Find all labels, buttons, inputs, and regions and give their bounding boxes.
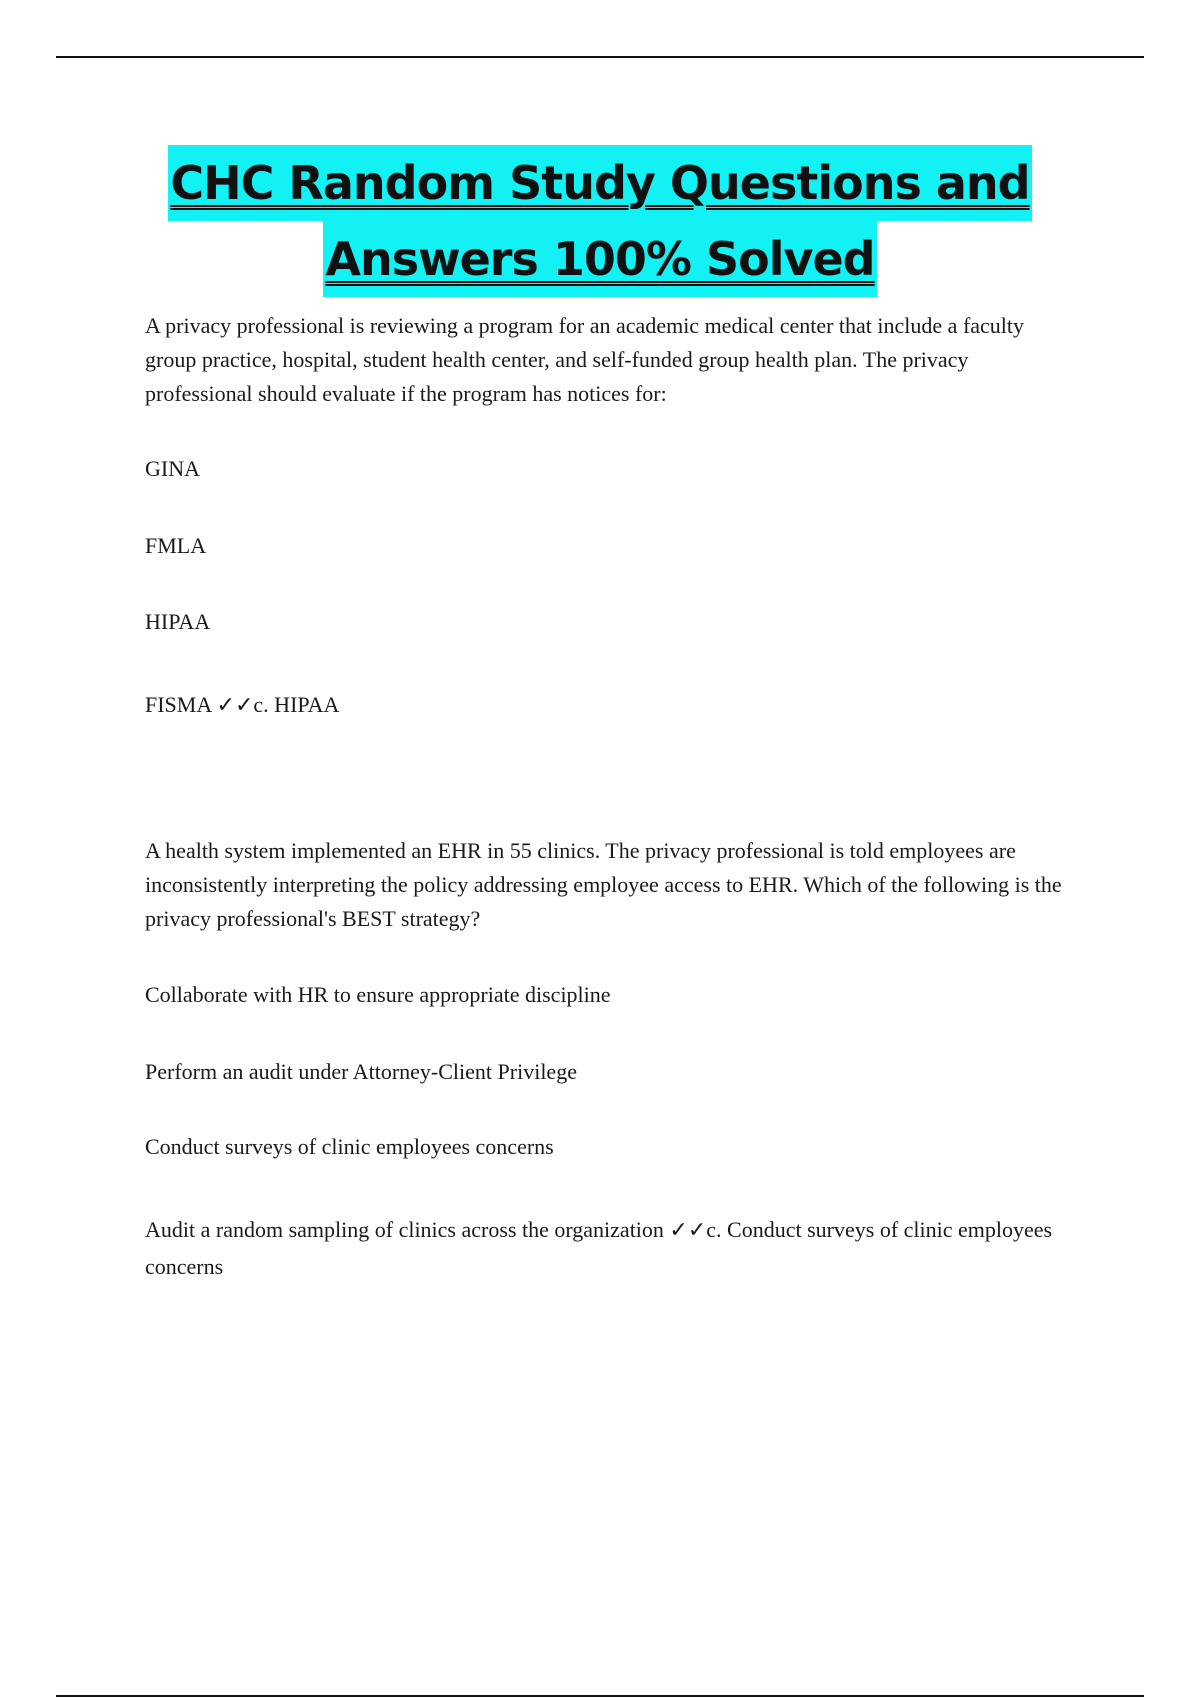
question-2-option-collaborate: Collaborate with HR to ensure appropriate discipline <box>145 982 611 1007</box>
question-1-option-hipaa: HIPAA <box>145 609 211 634</box>
question-2-last-option: Audit a random sampling of clinics across the organization <box>145 1217 664 1242</box>
question-2-option-perform-audit: Perform an audit under Attorney-Client Privilege <box>145 1059 577 1084</box>
question-1-option-fmla: FMLA <box>145 533 207 558</box>
question-2-option-conduct-surveys: Conduct surveys of clinic employees concerns <box>145 1134 554 1159</box>
footer-rule <box>56 1695 1144 1697</box>
question-1-answer: c. HIPAA <box>253 692 340 717</box>
title-line-2: Answers 100% Solved <box>323 221 876 297</box>
check-icon: ✓✓ <box>669 1218 707 1243</box>
question-2-prompt: A health system implemented an EHR in 55 clinics. The privacy professional is told employees are inconsistently interpreting the policy addressing employee access to EHR. Which of the following is the privacy professional's BEST strategy? <box>145 838 1062 931</box>
question-1-option-gina: GINA <box>145 456 200 481</box>
header-rule <box>56 56 1144 58</box>
check-icon: ✓✓ <box>216 693 254 718</box>
title-line-1: CHC Random Study Questions and <box>168 145 1031 221</box>
question-2-answer: c. Conduct surveys of clinic employees concerns <box>145 1217 1053 1279</box>
question-1-last-option: FISMA <box>145 692 212 717</box>
question-1-option-fisma-answer <box>145 688 1075 723</box>
question-1-prompt: A privacy professional is reviewing a program for an academic medical center that include a faculty group practice, hospital, student health center, and self-funded group health plan. The privacy professional should evaluate if the program has notices for: <box>145 313 1025 406</box>
question-2-option-audit-answer <box>145 1212 1075 1285</box>
document-title <box>0 145 1200 297</box>
